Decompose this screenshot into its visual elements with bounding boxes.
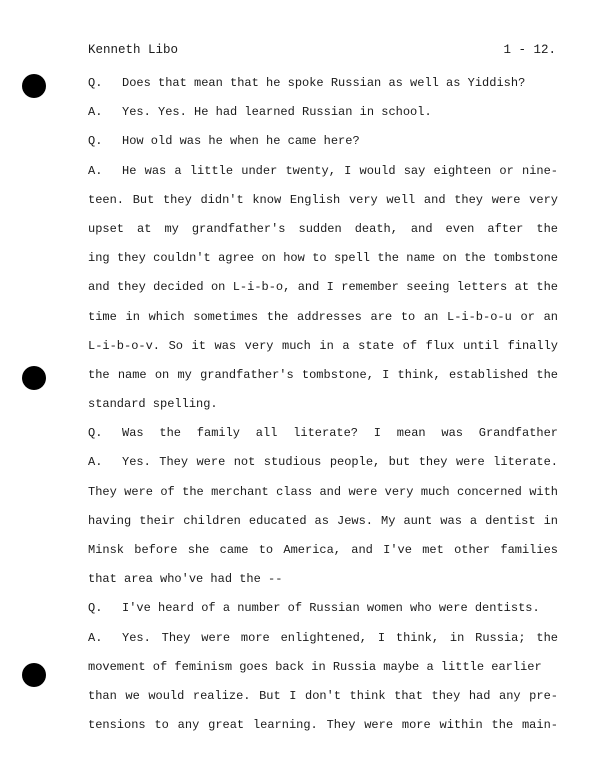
speaker-label: Q. (88, 601, 103, 616)
line-text: tensions to any great learning. They were more within the main- (88, 718, 558, 733)
line-text: upset at my grandfather's sudden death, and even after the (88, 221, 558, 236)
line-text: Was the family all literate? I mean was Grandfather (122, 426, 558, 441)
page-header (88, 38, 556, 62)
transcript-line (88, 536, 558, 565)
line-text: Yes. They were more enlightened, I think, in Russia; the (122, 630, 558, 645)
line-text: He was a little under twenty, I would say eighteen or nine- (122, 163, 558, 178)
interviewee-name: Kenneth Libo (88, 43, 179, 57)
speaker-label: A. (88, 630, 103, 645)
line-text: the name on my grandfather's tombstone, I think, established the (88, 367, 558, 382)
speaker-label: Q. (88, 426, 103, 441)
line-text: ing they couldn't agree on how to spell the name on the tombstone (88, 251, 558, 266)
transcript-line (88, 624, 558, 653)
line-text: than we would realize. But I don't think that they had any pre- (88, 688, 558, 703)
line-text: L-i-b-o-v. So it was very much in a state of flux until finally (88, 338, 558, 353)
line-text: How old was he when he came here? (122, 134, 360, 149)
transcript-line (88, 419, 558, 448)
line-text: and they decided on L-i-b-o, and I remember seeing letters at the (88, 280, 558, 295)
transcript-body (88, 69, 558, 740)
transcript-line (88, 332, 558, 361)
transcript-line (88, 303, 558, 332)
transcript-line (88, 273, 558, 302)
transcript-line (88, 127, 558, 156)
line-text: They were of the merchant class and were very much concerned with (88, 484, 558, 499)
speaker-label: A. (88, 163, 103, 178)
page-number: 1 - 12. (503, 43, 556, 57)
line-text: teen. But they didn't know English very well and they were very (88, 192, 558, 207)
transcript-line (88, 448, 558, 477)
transcript-line (88, 98, 558, 127)
speaker-label: A. (88, 105, 103, 120)
line-text: having their children educated as Jews. My aunt was a dentist in (88, 513, 558, 528)
transcript-line (88, 682, 558, 711)
transcript-line (88, 594, 558, 623)
transcript-line (88, 157, 558, 186)
binder-hole-bottom-icon (22, 663, 46, 687)
line-text: Yes. They were not studious people, but they were literate. (122, 455, 558, 470)
transcript-line (88, 361, 558, 390)
transcript-line (88, 69, 558, 98)
line-text: I've heard of a number of Russian women who were dentists. (122, 601, 540, 616)
line-text: movement of feminism goes back in Russia maybe a little earlier (88, 659, 542, 674)
transcript-line (88, 565, 558, 594)
line-text: that area who've had the -- (88, 572, 283, 587)
speaker-label: Q. (88, 76, 103, 90)
transcript-line (88, 186, 558, 215)
line-text: Yes. Yes. He had learned Russian in school. (122, 105, 432, 120)
transcript-line (88, 390, 558, 419)
line-text: standard spelling. (88, 397, 218, 412)
speaker-label: A. (88, 455, 103, 470)
transcript-line (88, 215, 558, 244)
line-text: Minsk before she came to America, and I've met other families (88, 543, 558, 557)
transcript-line (88, 244, 558, 273)
transcript-line (88, 653, 558, 682)
transcript-line (88, 711, 558, 740)
line-text: time in which sometimes the addresses are to an L-i-b-o-u or an (88, 309, 558, 324)
binder-hole-top-icon (22, 74, 46, 98)
speaker-label: Q. (88, 134, 103, 149)
transcript-line (88, 478, 558, 507)
transcript-line (88, 507, 558, 536)
line-text: Does that mean that he spoke Russian as well as Yiddish? (122, 76, 526, 90)
binder-hole-middle-icon (22, 366, 46, 390)
